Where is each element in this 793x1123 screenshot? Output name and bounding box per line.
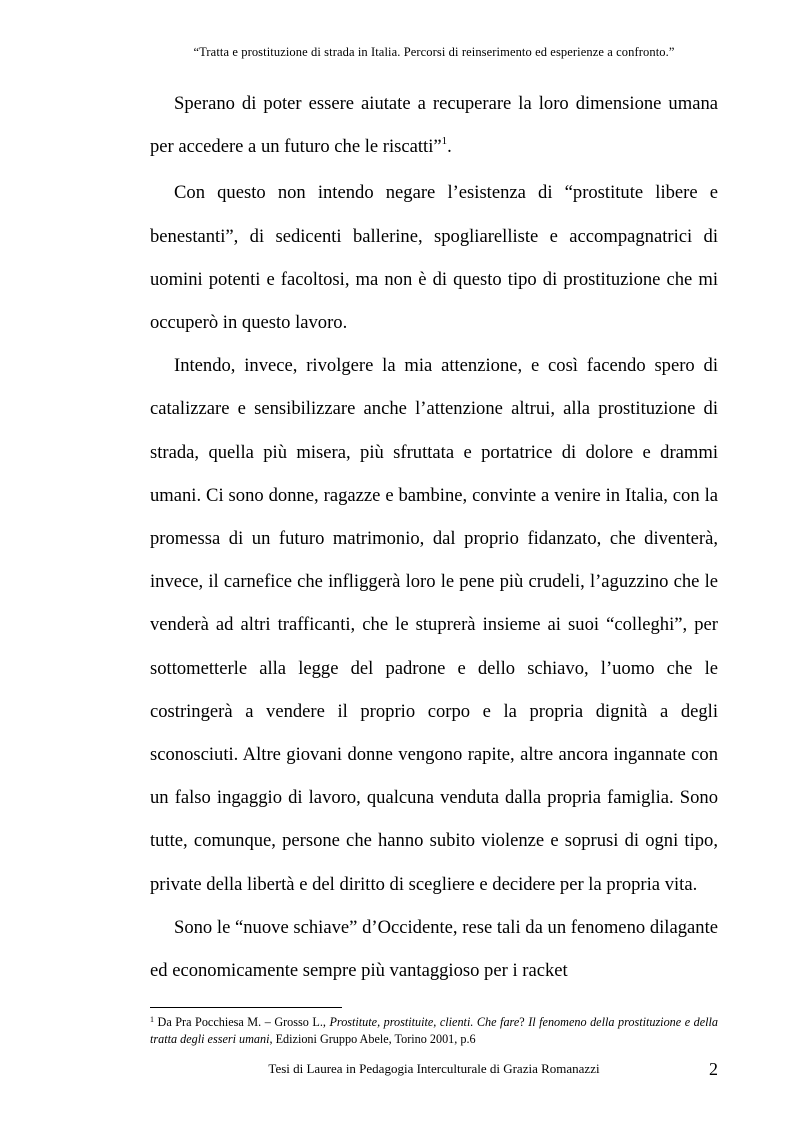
footnote-publisher: , Edizioni Gruppo Abele, Torino 2001, p.6 [269, 1031, 476, 1046]
footnote [150, 1015, 718, 1047]
footnote-number: 1 [150, 1015, 154, 1024]
page-number: 2 [709, 1059, 718, 1079]
footnote-reference[interactable]: 1 [441, 135, 448, 148]
paragraph-2: Con questo non intendo negare l’esistenza di “prostitute libere e benestanti”, di sedicenti ballerine, spogliarelliste e accompagnatrici di uomini potenti e facoltosi, ma non è di questo tipo di prostituzione che mi occuperò in questo lavoro. [150, 182, 718, 334]
paragraph-4: Sono le “nuove schiave” d’Occidente, rese tali da un fenomeno dilagante ed economicamente sempre più vantaggioso per i racket [150, 916, 718, 982]
paragraph-1-text: Sperano di poter essere aiutate a recuperare la loro dimensione umana per accedere a un futuro che le riscatti” [150, 93, 718, 158]
footnote-title-1: Prostitute, prostituite, clienti. Che fare [329, 1015, 520, 1029]
footnote-question-mark: ? [519, 1015, 525, 1029]
footnote-authors: Da Pra Pocchiesa M. – Grosso L., [154, 1015, 330, 1029]
footer-text: Tesi di Laurea in Pedagogia Interculturale di Grazia Romanazzi [268, 1061, 600, 1076]
footnote-title-2: Il fenomeno della prostituzione e della tratta degli esseri umani [150, 1015, 719, 1046]
running-header: “Tratta e prostituzione di strada in Italia. Percorsi di reinserimento ed esperienze a confronto.” [193, 45, 675, 59]
body-text [150, 82, 718, 992]
paragraph-3: Intendo, invece, rivolgere la mia attenzione, e così facendo spero di catalizzare e sensibilizzare anche l’attenzione altrui, alla prostituzione di strada, quella più misera, più sfruttata e portatrice di dolore e drammi umani. Ci sono donne, ragazze e bambine, convinte a venire in Italia, con la promessa di un futuro matrimonio, dal proprio fidanzato, che diventerà, invece, il carnefice che infliggerà loro le pene più crudeli, l’aguzzino che le venderà ad altri trafficanti, che le stuprerà insieme ai suoi “colleghi”, per sottometterle alla legge del padrone e dello schiavo, l’uomo che le costringerà a vendere il proprio corpo e la propria dignità a degli sconosciuti. Altre giovani donne vengono rapite, altre ancora ingannate con un falso ingaggio di lavoro, qualcuna venduta dalla propria famiglia. Sono tutte, comunque, persone che hanno subito violenze e soprusi di ogni tipo, private della libertà e del diritto di scegliere e decidere per la propria vita. [150, 355, 718, 895]
paragraph-1 [150, 82, 718, 171]
footnote-divider [150, 1007, 342, 1008]
paragraph-1-end: . [447, 136, 452, 158]
